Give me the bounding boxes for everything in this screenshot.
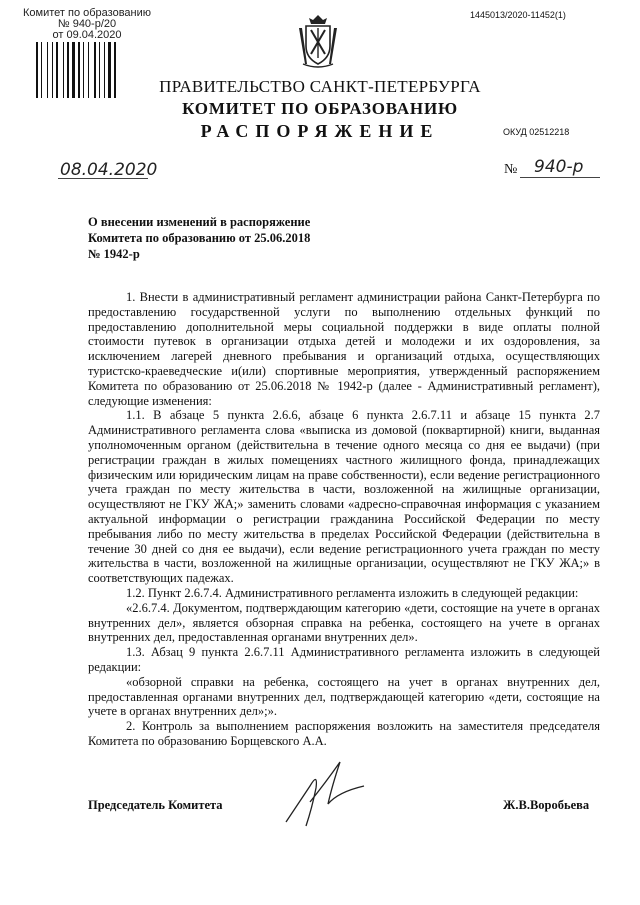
paragraph-quote-2-6-7-4: «2.6.7.4. Документом, подтверждающим категорию «дети, состоящие на учете в органах внутренних дел», является обзорная справка на ребенка, состоящего на учете в органах внутренних дел, предоставленная органами внутренних дел». <box>88 600 600 645</box>
coat-of-arms-icon <box>295 14 341 70</box>
paragraph-1-3: 1.3. Абзац 9 пункта 2.6.7.11 Административного регламента изложить в следующей редакции: <box>88 645 600 674</box>
stamp-line-2: № 940-р/20 <box>57 18 117 30</box>
paragraph-1-1: 1.1. В абзаце 5 пункта 2.6.6, абзаце 6 пункта 2.6.7.11 и абзаце 15 пункта 2.7 Административного регламента слова «выписка из домовой (поквартирной) книги, выданная уполномоченным органом (действительна в течение одного месяца со дня ее выдачи) (при регистрации граждан в жилых помещениях частного жилищного фонда, принадлежащих физическим или юридическим лицам на праве собственности), если ведение регистрационного учета граждан по месту жительства в части, возложенной на жилищные организации, осуществляют не ГКУ ЖА;» заменить словами «адресно-справочная информация с указанием актуальной информации о регистрации гражданина Российской Федерации по месту пребывания либо по месту жительства в пределах Российской Федерации (действительна в течение 30 дней со дня ее выдачи), если ведение регистрационного учета граждан по месту жительства в части, возложенной на жилищные организации, осуществляют не ГКУ ЖА;» в соответствующих падежах. <box>88 408 600 586</box>
handwritten-date: 08.04.2020 <box>60 160 158 180</box>
subject-line-3: № 1942-р <box>88 247 140 261</box>
registration-stamp <box>22 8 152 41</box>
date-underline <box>58 178 148 179</box>
paragraph-quote-survey: «обзорной справки на ребенка, состоящего на учет в органах внутренних дел, предоставленная органами внутренних дел, подтверждающей категорию «дети, состоящие на учете в органах внутренних дел»;». <box>88 674 600 719</box>
subject-line-1: О внесении изменений в распоряжение <box>88 215 311 229</box>
number-label: № <box>504 162 518 177</box>
signatory-title: Председатель Комитета <box>88 798 223 812</box>
paragraph-1-2: 1.2. Пункт 2.6.7.4. Административного регламента изложить в следующей редакции: <box>126 585 579 600</box>
handwritten-number: 940-р <box>534 157 584 177</box>
committee-title: КОМИТЕТ ПО ОБРАЗОВАНИЮ <box>182 99 458 118</box>
stamp-line-3: от 09.04.2020 <box>52 29 122 41</box>
document-subject <box>88 214 348 262</box>
paragraph-2: 2. Контроль за выполнением распоряжения возложить на заместителя председателя Комитета по образованию Борщевского А.А. <box>88 719 600 748</box>
okud-code: ОКУД 02512218 <box>503 127 570 137</box>
number-underline <box>520 177 600 178</box>
government-title: ПРАВИТЕЛЬСТВО САНКТ-ПЕТЕРБУРГА <box>159 77 481 96</box>
document-type: РАСПОРЯЖЕНИЕ <box>200 121 440 141</box>
document-body <box>88 290 600 749</box>
stamp-line-1: Комитет по образованию <box>23 7 151 19</box>
signatory-name: Ж.В.Воробьева <box>503 798 590 812</box>
subject-line-2: Комитета по образованию от 25.06.2018 <box>88 231 311 245</box>
registration-number: 1445013/2020-11452(1) <box>470 10 566 20</box>
handwritten-signature <box>280 752 370 830</box>
paragraph-1: 1. Внести в административный регламент администрации района Санкт-Петербурга по предоставлению государственной услуги по выполнению отдельных функций по предоставлению дополнительной меры социальной поддержки в виде оплаты полной стоимости путевок в организации отдыха детей и молодежи и их оздоровления, за исключением лагерей дневного пребывания и организаций отдыха, осуществляющих туристско-краеведческие и(или) спортивные мероприятия, утвержденный распоряжением Комитета по образованию от 25.06.2018 № 1942-р (далее - Административный регламент), следующие изменения: <box>88 290 600 408</box>
